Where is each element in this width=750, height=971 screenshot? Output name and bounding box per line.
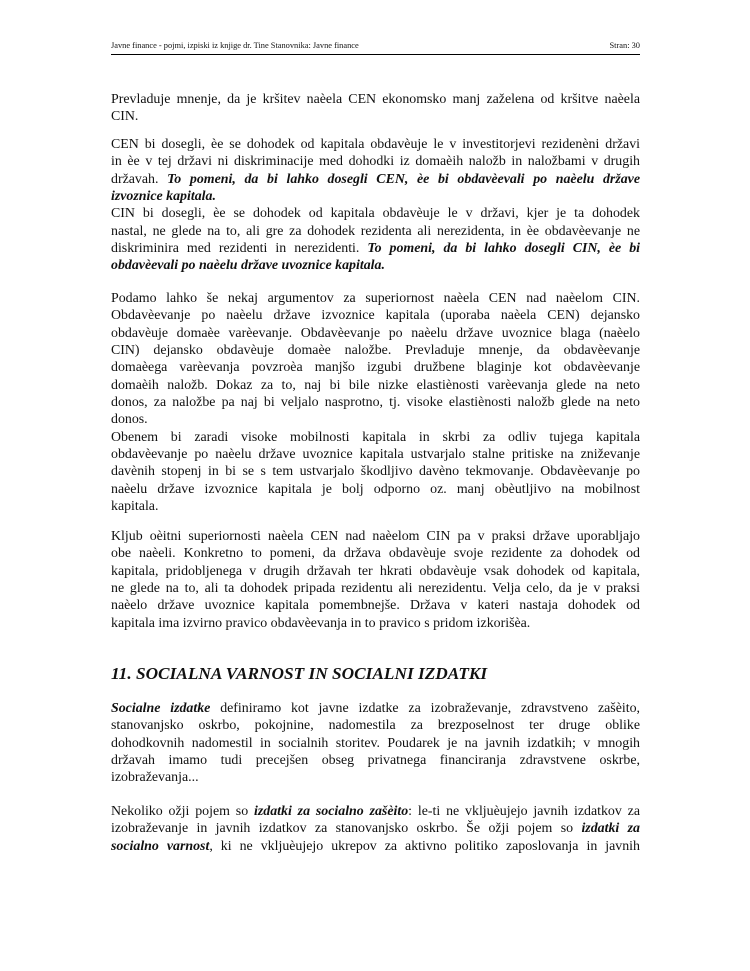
body-text: nastal, ne glede na to, ali gre za dohodek rezidenta ali nerezidenta, in èe obdavèevanje ne (111, 223, 640, 239)
page-number: Stran: 30 (609, 41, 640, 50)
text-line (111, 580, 640, 597)
body-text: kapitala, pridobljenega v drugih državah ter hkrati obdavèuje vsak dohodek od kapitala, (111, 563, 640, 579)
text-line (111, 307, 640, 324)
text-line (111, 377, 640, 394)
text-line (111, 223, 640, 240)
body-text: in èe v tej državi ni diskriminacije med dohodki iz domaèih naložb in naložbami v drugih (111, 154, 640, 170)
body-text: Obdavèevanje po naèelu države izvoznice kapitala (uporaba naèela CEN) dejansko (111, 308, 640, 324)
text-line (111, 820, 640, 837)
text-line (111, 171, 640, 188)
body-text: državah imamo tudi precejšen obseg privatnega financiranja zdravstvene oskrbe, (111, 753, 640, 769)
text-line (111, 108, 640, 125)
body-text: obe naèeli. Konkretno to pomeni, da država obdavèuje svoje rezidente za dohodek od (111, 546, 640, 562)
text-line (111, 481, 640, 498)
body-text: CIN bi dosegli, èe se dohodek od kapitala obdavèuje le v državi, kjer je ta dohodek (111, 206, 640, 222)
body-text: obdavèuje domaèe varèevanje. Obdavèevanje po naèelu države uvoznice blaga (naèelo (111, 325, 640, 341)
text-line (111, 411, 640, 428)
body-text: dohodkovnih nadomestil in socialnih storitev. Poudarek je na javnih izdatkih; v mnogih (111, 735, 640, 751)
text-line (111, 290, 640, 307)
body-text: : le-ti ne vkljuèujejo javnih izdatkov za (408, 804, 640, 819)
body-text: izobraževanje in javnih izdatkov za stanovanjsko oskrbo. Še ožji pojem so (111, 821, 582, 837)
body-text: Podamo lahko še nekaj argumentov za superiornost naèela CEN nad naèelom CIN. (111, 291, 640, 306)
body-text: izobraževanja... (111, 770, 199, 786)
body-text: stanovanjsko oskrbo, pokojnine, nadomestila za brezposelnost ter druge oblike (111, 718, 640, 734)
text-line (111, 136, 640, 153)
body-text: donos, za naložbe pa naj bi veljalo nasprotno, tj. visoke elastiènosti naložb glede na neto (111, 395, 640, 411)
text-line (111, 769, 640, 786)
text-line (111, 446, 640, 463)
body-text: CEN bi dosegli, èe se dohodek od kapitala obdavèuje le v investitorjevi rezidenèni državi (111, 137, 640, 152)
body-text: obdavèevanje po naèelu države uvoznice kapitala ustvarjalo stalne pritiske na zniževanje (111, 447, 640, 463)
text-line (111, 429, 640, 446)
body-text: kapitala. (111, 499, 159, 515)
emphasized-text: izdatki za socialno zašèito (254, 804, 409, 819)
text-line (111, 342, 640, 359)
body-text: domaèih naložb. Dokaz za to, naj bi bile nizke elastiènosti varèevanja glede na neto (111, 377, 640, 393)
body-text: diskriminira med rezidenti in nerezidenti. (111, 241, 368, 257)
emphasized-text: To pomeni, da bi lahko dosegli CEN, èe bi obdavèevali po naèelu države (167, 171, 640, 187)
text-line (111, 563, 640, 580)
text-line (111, 735, 640, 752)
text-line (111, 91, 640, 108)
emphasized-text: Socialne izdatke (111, 701, 211, 716)
paragraph (111, 91, 640, 126)
text-line (111, 359, 640, 376)
body-text: Obenem bi zaradi visoke mobilnosti kapitala in skrbi za odliv tujega kapitala (111, 429, 640, 445)
text-line (111, 545, 640, 562)
text-line (111, 325, 640, 342)
paragraph (111, 290, 640, 515)
paragraph (111, 528, 640, 632)
body-text: naèelu države izvoznice kapitala je bolj odporno oz. manj obèutljivo na mobilnost (111, 481, 640, 497)
body-text: Kljub oèitni superiornosti naèela CEN nad naèelom CIN pa v praksi države uporabljajo (111, 529, 640, 544)
text-line (111, 463, 640, 480)
body-text: , ki ne vkljuèujejo ukrepov za aktivno politiko zaposlovanja in javnih (209, 838, 640, 854)
text-line (111, 188, 640, 205)
text-line (111, 597, 640, 614)
text-line (111, 240, 640, 257)
text-line (111, 838, 640, 855)
text-line (111, 257, 640, 274)
text-line (111, 394, 640, 411)
body-text: donos. (111, 412, 148, 428)
body-text: davènih stopenj in bi se s tem ustvarjalo škodljivo davèno tekmovanje. Obdavèevanje po (111, 464, 640, 480)
body-text: kapitala ima izvirno pravico obdavèevanja in to pravico s pridom izkorišèa. (111, 615, 531, 631)
emphasized-text: izdatki za (581, 821, 640, 837)
text-line (111, 205, 640, 222)
text-line (111, 717, 640, 734)
text-line (111, 803, 640, 820)
section-heading: 11. SOCIALNA VARNOST IN SOCIALNI IZDATKI (111, 664, 488, 683)
text-line (111, 615, 640, 632)
paragraph (111, 700, 640, 787)
text-line (111, 153, 640, 170)
emphasized-text: socialno varnost (111, 838, 210, 854)
emphasized-text: To pomeni, da bi lahko dosegli CIN, èe bi (367, 241, 640, 257)
body-text: državah. (111, 171, 168, 187)
body-text: Prevladuje mnenje, da je kršitev naèela CEN ekonomsko manj zaželena od kršitve naèela (111, 92, 640, 107)
emphasized-text: izvoznice kapitala. (111, 189, 216, 205)
paragraph (111, 803, 640, 855)
paragraph (111, 136, 640, 275)
text-line (111, 700, 640, 717)
header-title: Javne finance - pojmi, izpiski iz knjige dr. Tine Stanovnika: Javne finance (111, 41, 359, 50)
body-text: Nekoliko ožji pojem so (111, 804, 254, 819)
emphasized-text: obdavèevali po naèelu države uvoznice kapitala. (111, 258, 385, 274)
page-header (111, 41, 640, 50)
body-text: ne glede na to, ali ta dohodek pripada rezidentu ali nerezidentu. Velja celo, da je v praksi (111, 581, 640, 597)
body-text: CIN) dejansko obdavèuje domaèe naložbe. Prevladuje mnenje, da obdavèevanje (111, 343, 640, 359)
header-divider (111, 54, 640, 55)
text-line (111, 528, 640, 545)
body-text: CIN. (111, 109, 139, 125)
text-line (111, 498, 640, 515)
body-text: domaèega varèevanja povzroèa manjšo izgubi družbene blaginje kot obdavèevanje (111, 360, 640, 376)
body-text: definiramo kot javne izdatke za izobraževanje, zdravstveno zašèito, (210, 701, 640, 716)
text-line (111, 752, 640, 769)
body-text: naèelo države uvoznice kapitala pomembnejše. Država v kateri nastaja dohodek od (111, 598, 640, 614)
